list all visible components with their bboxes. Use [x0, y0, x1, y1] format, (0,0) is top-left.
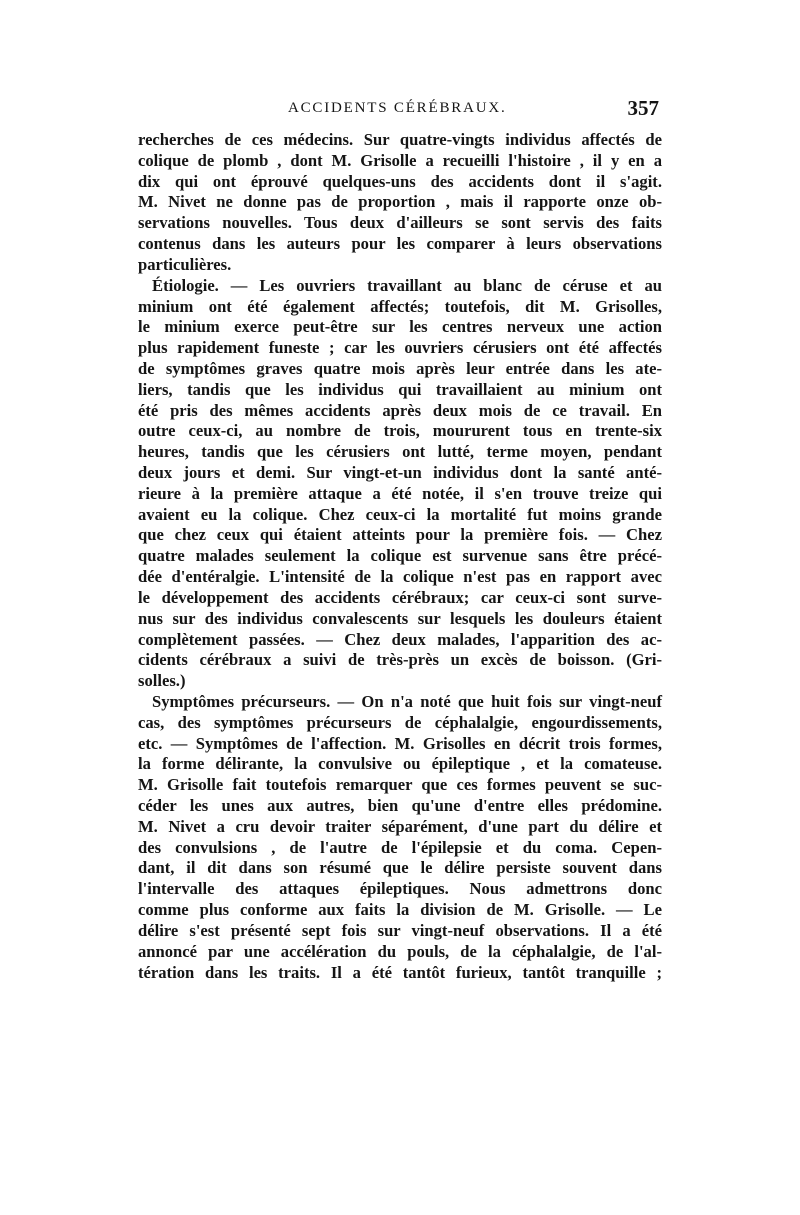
text-line: dix qui ont éprouvé quelques-uns des accidents dont il s'agit.	[138, 171, 662, 191]
text-line: plus rapidement funeste ; car les ouvriers cérusiers ont été affectés	[138, 338, 662, 358]
text-line: nus sur des individus convalescents sur lesquels les douleurs étaient	[138, 608, 662, 628]
text-line: l'intervalle des attaques épileptiques. Nous admettrons donc	[138, 879, 662, 899]
text-line: Symptômes précurseurs. — On n'a noté que huit fois sur vingt-neuf	[152, 691, 662, 711]
text-line: contenus dans les auteurs pour les comparer à leurs observations	[138, 234, 662, 254]
text-line: tération dans les traits. Il a été tantôt furieux, tantôt tranquille ;	[138, 962, 662, 982]
text-line: quatre malades seulement la colique est survenue sans être précé-	[138, 546, 662, 566]
running-title: ACCIDENTS CÉRÉBRAUX.	[288, 100, 507, 116]
text-line: etc. — Symptômes de l'affection. M. Grisolles en décrit trois formes,	[138, 733, 662, 753]
text-line: solles.)	[138, 671, 186, 691]
text-line: complètement passées. — Chez deux malades, l'apparition des ac-	[138, 629, 662, 649]
text-line: colique de plomb , dont M. Grisolle a recueilli l'histoire , il y en a	[138, 150, 662, 170]
text-line: dée d'entéralgie. L'intensité de la colique n'est pas en rapport avec	[138, 567, 662, 587]
page-header	[140, 96, 659, 126]
text-line: dant, il dit dans son résumé que le délire persiste souvent dans	[138, 858, 662, 878]
text-line: que chez ceux qui étaient atteints pour la première fois. — Chez	[138, 525, 662, 545]
text-line: particulières.	[138, 254, 232, 274]
text-line: délire s'est présenté sept fois sur vingt-neuf observations. Il a été	[138, 920, 662, 940]
page-number: 357	[627, 96, 659, 120]
text-line: le minium exerce peut-être sur les centres nerveux une action	[138, 317, 662, 337]
text-line: minium ont été également affectés; toutefois, dit M. Grisolles,	[138, 296, 662, 316]
text-line: outre ceux-ci, au nombre de trois, moururent tous en trente-six	[138, 421, 662, 441]
text-line: heures, tandis que les cérusiers ont lutté, terme moyen, pendant	[138, 442, 662, 462]
text-line: des convulsions , de l'autre de l'épilepsie et du coma. Cepen-	[138, 837, 662, 857]
text-line: recherches de ces médecins. Sur quatre-vingts individus affectés de	[138, 130, 662, 149]
text-line: été pris des mêmes accidents après deux mois de ce travail. En	[138, 400, 662, 420]
text-line: servations nouvelles. Tous deux d'ailleurs se sont servis des faits	[138, 213, 662, 233]
body-text	[138, 130, 662, 983]
text-line: annoncé par une accélération du pouls, de la céphalalgie, de l'al-	[138, 941, 662, 961]
text-line: la forme délirante, la convulsive ou épileptique , et la comateuse.	[138, 754, 662, 774]
text-line: M. Nivet a cru devoir traiter séparément, d'une part du délire et	[138, 816, 662, 836]
text-line: cidents cérébraux a suivi de très-près un excès de boisson. (Gri-	[138, 650, 662, 670]
text-line: liers, tandis que les individus qui travaillaient au minium ont	[138, 379, 662, 399]
text-line: de symptômes graves quatre mois après leur entrée dans les ate-	[138, 358, 662, 378]
text-line: Étiologie. — Les ouvriers travaillant au blanc de céruse et au	[152, 275, 662, 295]
text-line: le développement des accidents cérébraux; car ceux-ci sont surve-	[138, 587, 662, 607]
text-line: deux jours et demi. Sur vingt-et-un individus dont la santé anté-	[138, 463, 662, 482]
text-line: céder les unes aux autres, bien qu'une d'entre elles prédomine.	[138, 796, 662, 815]
text-line: comme plus conforme aux faits la division de M. Grisolle. — Le	[138, 900, 662, 920]
text-line: avaient eu la colique. Chez ceux-ci la mortalité fut moins grande	[138, 504, 662, 524]
text-line: M. Grisolle fait toutefois remarquer que ces formes peuvent se suc-	[138, 775, 662, 795]
text-line: rieure à la première attaque a été notée, il s'en trouve treize qui	[138, 483, 662, 503]
text-line: M. Nivet ne donne pas de proportion , mais il rapporte onze ob-	[138, 192, 662, 212]
text-line: cas, des symptômes précurseurs de céphalalgie, engourdissements,	[138, 712, 662, 732]
